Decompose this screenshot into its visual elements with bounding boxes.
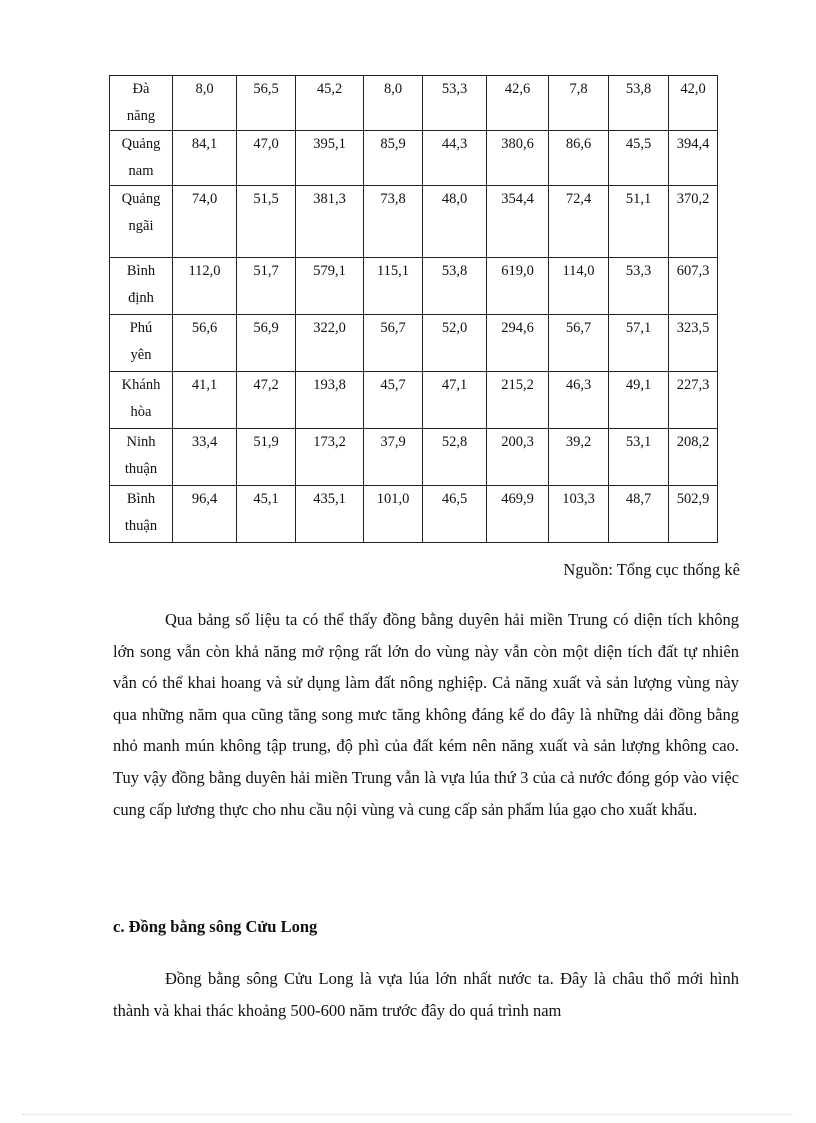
value-cell: 173,2: [296, 429, 364, 486]
value-cell: 37,9: [364, 429, 423, 486]
province-name-line: yên: [130, 347, 152, 363]
value-cell: 56,5: [237, 76, 296, 131]
value-cell: 215,2: [487, 372, 549, 429]
table-row: [110, 372, 718, 429]
value-cell: 41,1: [173, 372, 237, 429]
value-cell: 49,1: [609, 372, 669, 429]
value-cell: 323,5: [669, 315, 718, 372]
value-cell: 48,0: [423, 186, 487, 258]
value-cell: 57,1: [609, 315, 669, 372]
source-note: Nguồn: Tổng cục thống kê: [563, 560, 740, 579]
value-cell: 53,3: [609, 258, 669, 315]
value-cell: 51,9: [237, 429, 296, 486]
page-bottom-divider: [22, 1114, 794, 1115]
value-cell: 579,1: [296, 258, 364, 315]
value-cell: 51,5: [237, 186, 296, 258]
value-cell: 56,7: [364, 315, 423, 372]
province-name-line: nam: [128, 163, 154, 179]
mekong-paragraph-text: Đồng bằng sông Cửu Long là vựa lúa lớn nhất nước ta. Đây là châu thổ mới hình thành và khai thác khoảng 500-600 năm trước đây do quá trình nam: [113, 969, 739, 1020]
province-name-line: Quảng: [121, 136, 161, 152]
value-cell: 74,0: [173, 186, 237, 258]
province-name-line: Đà: [132, 81, 150, 97]
analysis-paragraph: [113, 604, 739, 825]
province-name-line: Phú: [129, 320, 153, 336]
table-row: [110, 429, 718, 486]
value-cell: 44,3: [423, 131, 487, 186]
value-cell: 227,3: [669, 372, 718, 429]
value-cell: 53,3: [423, 76, 487, 131]
province-name-line: Ninh: [126, 434, 156, 450]
value-cell: 51,7: [237, 258, 296, 315]
value-cell: 73,8: [364, 186, 423, 258]
value-cell: 47,1: [423, 372, 487, 429]
value-cell: 47,0: [237, 131, 296, 186]
section-heading: c. Đồng bằng sông Cửu Long: [113, 917, 318, 936]
table-row: [110, 486, 718, 543]
value-cell: 52,0: [423, 315, 487, 372]
value-cell: 46,3: [549, 372, 609, 429]
value-cell: 53,8: [609, 76, 669, 131]
value-cell: 381,3: [296, 186, 364, 258]
value-cell: 53,1: [609, 429, 669, 486]
value-cell: 72,4: [549, 186, 609, 258]
value-cell: 84,1: [173, 131, 237, 186]
table-row: [110, 258, 718, 315]
value-cell: 294,6: [487, 315, 549, 372]
value-cell: 86,6: [549, 131, 609, 186]
province-cell: [110, 186, 173, 258]
value-cell: 103,3: [549, 486, 609, 543]
table-body: [110, 76, 718, 543]
province-name-line: ngãi: [128, 218, 154, 234]
province-cell: [110, 76, 173, 131]
province-name-line: thuận: [124, 518, 158, 534]
value-cell: 354,4: [487, 186, 549, 258]
province-name-line: thuận: [124, 461, 158, 477]
value-cell: 115,1: [364, 258, 423, 315]
province-name-line: Quảng: [121, 191, 161, 207]
value-cell: 112,0: [173, 258, 237, 315]
value-cell: 45,7: [364, 372, 423, 429]
value-cell: 46,5: [423, 486, 487, 543]
province-name-line: Bình: [126, 263, 156, 279]
province-name-line: Khánh: [121, 377, 161, 393]
value-cell: 114,0: [549, 258, 609, 315]
value-cell: 395,1: [296, 131, 364, 186]
value-cell: 208,2: [669, 429, 718, 486]
value-cell: 53,8: [423, 258, 487, 315]
value-cell: 101,0: [364, 486, 423, 543]
table-row: [110, 131, 718, 186]
value-cell: 200,3: [487, 429, 549, 486]
province-cell: [110, 429, 173, 486]
value-cell: 380,6: [487, 131, 549, 186]
province-name-line: định: [128, 290, 154, 306]
value-cell: 52,8: [423, 429, 487, 486]
table-row: [110, 76, 718, 131]
analysis-paragraph-text: Qua bảng số liệu ta có thể thấy đồng bằng duyên hải miền Trung có diện tích không lớn song vẫn còn khả năng mở rộng rất lớn do vùng này vẫn còn một diện tích đất tự nhiên vẫn có thể khai hoang và sử dụng làm đất nông nghiệp. Cả năng xuất và sản lượng vùng này qua những năm qua cũng tăng song mưc tăng không đáng kể do đây là những dải đồng bằng nhỏ manh mún không tập trung, độ phì của đất kém nên năng xuất và sản lượng không cao. Tuy vậy đồng bằng duyên hải miền Trung vẫn là vựa lúa thứ 3 của cả nước đóng góp vào việc cung cấp lương thực cho nhu cầu nội vùng và cung cấp sản phẩm lúa gạo cho xuất khẩu.: [113, 610, 739, 819]
value-cell: 502,9: [669, 486, 718, 543]
table-row: [110, 315, 718, 372]
value-cell: 48,7: [609, 486, 669, 543]
value-cell: 8,0: [173, 76, 237, 131]
value-cell: 33,4: [173, 429, 237, 486]
value-cell: 39,2: [549, 429, 609, 486]
value-cell: 56,7: [549, 315, 609, 372]
value-cell: 8,0: [364, 76, 423, 131]
value-cell: 607,3: [669, 258, 718, 315]
value-cell: 619,0: [487, 258, 549, 315]
rice-production-table: [109, 75, 718, 543]
province-name-line: hòa: [130, 404, 152, 420]
province-name-line: Bình: [126, 491, 156, 507]
value-cell: 45,5: [609, 131, 669, 186]
province-cell: [110, 131, 173, 186]
value-cell: 45,1: [237, 486, 296, 543]
value-cell: 370,2: [669, 186, 718, 258]
value-cell: 42,0: [669, 76, 718, 131]
value-cell: 47,2: [237, 372, 296, 429]
value-cell: 85,9: [364, 131, 423, 186]
value-cell: 322,0: [296, 315, 364, 372]
value-cell: 469,9: [487, 486, 549, 543]
province-cell: [110, 486, 173, 543]
mekong-paragraph: [113, 963, 739, 1026]
value-cell: 96,4: [173, 486, 237, 543]
value-cell: 56,9: [237, 315, 296, 372]
value-cell: 56,6: [173, 315, 237, 372]
province-cell: [110, 372, 173, 429]
value-cell: 51,1: [609, 186, 669, 258]
value-cell: 193,8: [296, 372, 364, 429]
province-name-line: năng: [126, 108, 156, 124]
province-cell: [110, 315, 173, 372]
value-cell: 394,4: [669, 131, 718, 186]
table-row: [110, 186, 718, 258]
value-cell: 42,6: [487, 76, 549, 131]
value-cell: 45,2: [296, 76, 364, 131]
province-cell: [110, 258, 173, 315]
value-cell: 435,1: [296, 486, 364, 543]
value-cell: 7,8: [549, 76, 609, 131]
